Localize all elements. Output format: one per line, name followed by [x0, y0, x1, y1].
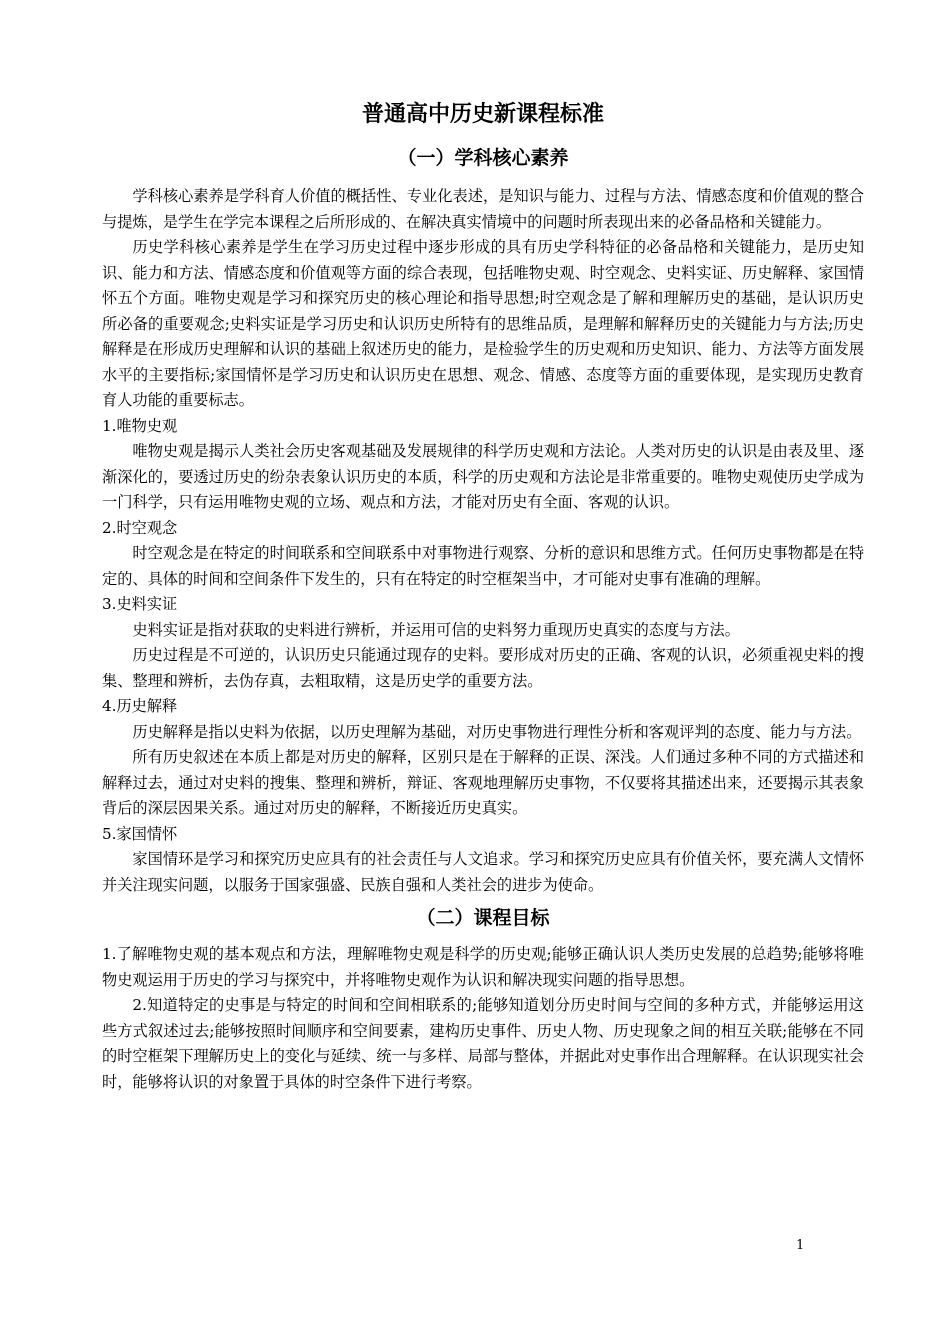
section-heading-course-goals: （二）课程目标: [416, 907, 550, 929]
paragraph-evidence-method: 历史过程是不可逆的，认识历史只能通过现存的史料。要形成对历史的正确、客观的认识，必须重视史料的搜集、整理和辨析，去伪存真，去粗取精，这是历史学的重要方法。: [102, 646, 864, 690]
paragraph-core-literacy-definition: 学科核心素养是学科育人价值的概括性、专业化表述，是知识与能力、过程与方法、情感态度和价值观的整合与提炼，是学生在学完本课程之后所形成的、在解决真实情境中的问题时所表现出来的必备品格和关键能力。: [102, 187, 864, 231]
document-title: 普通高中历史新课程标准: [361, 102, 604, 127]
paragraph-patriotism: 家国情环是学习和探究历史应具有的社会责任与人文追求。学习和探究历史应具有价值关怀，要充满人文情怀并关注现实问题，以服务于国家强盛、民族自强和人类社会的进步为使命。: [102, 850, 864, 894]
subheading-historical-interpretation: 4.历史解释: [102, 697, 178, 715]
subheading-evidence: 3.史料实证: [102, 595, 178, 613]
section-heading-core-literacy: （一）学科核心素养: [397, 147, 569, 169]
paragraph-historical-materialism: 唯物史观是揭示人类社会历史客观基础及发展规律的科学历史观和方法论。人类对历史的认识是由表及里、逐渐深化的，要透过历史的纷杂表象认识历史的本质，科学的历史观和方法论是非常重要的。唯物史观使历史学成为一门科学，只有运用唯物史观的立场、观点和方法，才能对历史有全面、客观的认识。: [102, 442, 864, 511]
document-page: [102, 100, 864, 1095]
paragraph-time-space-concept: 时空观念是在特定的时间联系和空间联系中对事物进行观察、分析的意识和思维方式。任何历史事物都是在特定的、具体的时间和空间条件下发生的，只有在特定的时空框架当中，才可能对史事有准确的理解。: [102, 544, 864, 588]
subheading-historical-materialism: 1.唯物史观: [102, 416, 178, 435]
paragraph-goal-1: 1.了解唯物史观的基本观点和方法，理解唯物史观是科学的历史观;能够正确认识人类历史发展的总趋势;能够将唯物史观运用于历史的学习与探究中，并将唯物史观作为认识和解决现实问题的指导思想。: [102, 945, 864, 989]
subheading-time-space-concept: 2.时空观念: [102, 518, 178, 537]
paragraph-interpretation-definition: 历史解释是指以史料为依据，以历史理解为基础，对历史事物进行理性分析和客观评判的态度、能力与方法。: [132, 722, 862, 741]
page-number: 1: [796, 1238, 805, 1253]
paragraph-history-core-literacy: 历史学科核心素养是学生在学习历史过程中逐步形成的具有历史学科特征的必备品格和关键能力，是历史知识、能力和方法、情感态度和价值观等方面的综合表现，包括唯物史观、时空观念、史料实证、历史解释、家国情怀五个方面。唯物史观是学习和探究历史的核心理论和指导思想;时空观念是了解和理解历史的基础，是认识历史所必备的重要观念;史料实证是学习历史和认识历史所特有的思维品质，是理解和解释历史的关键能力与方法;历史解释是在形成历史理解和认识的基础上叙述历史的能力，是检验学生的历史观和历史知识、能力、方法等方面发展水平的主要指标;家国情怀是学习历史和认识历史在思想、观念、情感、态度等方面的重要体现，是实现历史教育育人功能的重要标志。: [102, 238, 864, 409]
paragraph-interpretation-detail: 所有历史叙述在本质上都是对历史的解释，区别只是在于解释的正误、深浅。人们通过多种不同的方式描述和解释过去，通过对史料的搜集、整理和辨析，辩证、客观地理解历史事物，不仅要将其描述出来，还要揭示其表象背后的深层因果关系。通过对历史的解释，不断接近历史真实。: [102, 748, 864, 817]
paragraph-evidence-definition: 史料实证是指对获取的史料进行辨析，并运用可信的史料努力重现历史真实的态度与方法。: [132, 620, 740, 639]
subheading-patriotism: 5.家国情怀: [102, 824, 178, 843]
paragraph-goal-2: 2.知道特定的史事是与特定的时间和空间相联系的;能够知道划分历史时间与空间的多种方式，并能够运用这些方式叙述过去;能够按照时间顺序和空间要素，建构历史事件、历史人物、历史现象之间的相互关联;能够在不同的时空框架下理解历史上的变化与延续、统一与多样、局部与整体，并据此对史事作出合理解释。在认识现实社会时，能够将认识的对象置于具体的时空条件下进行考察。: [102, 996, 864, 1091]
